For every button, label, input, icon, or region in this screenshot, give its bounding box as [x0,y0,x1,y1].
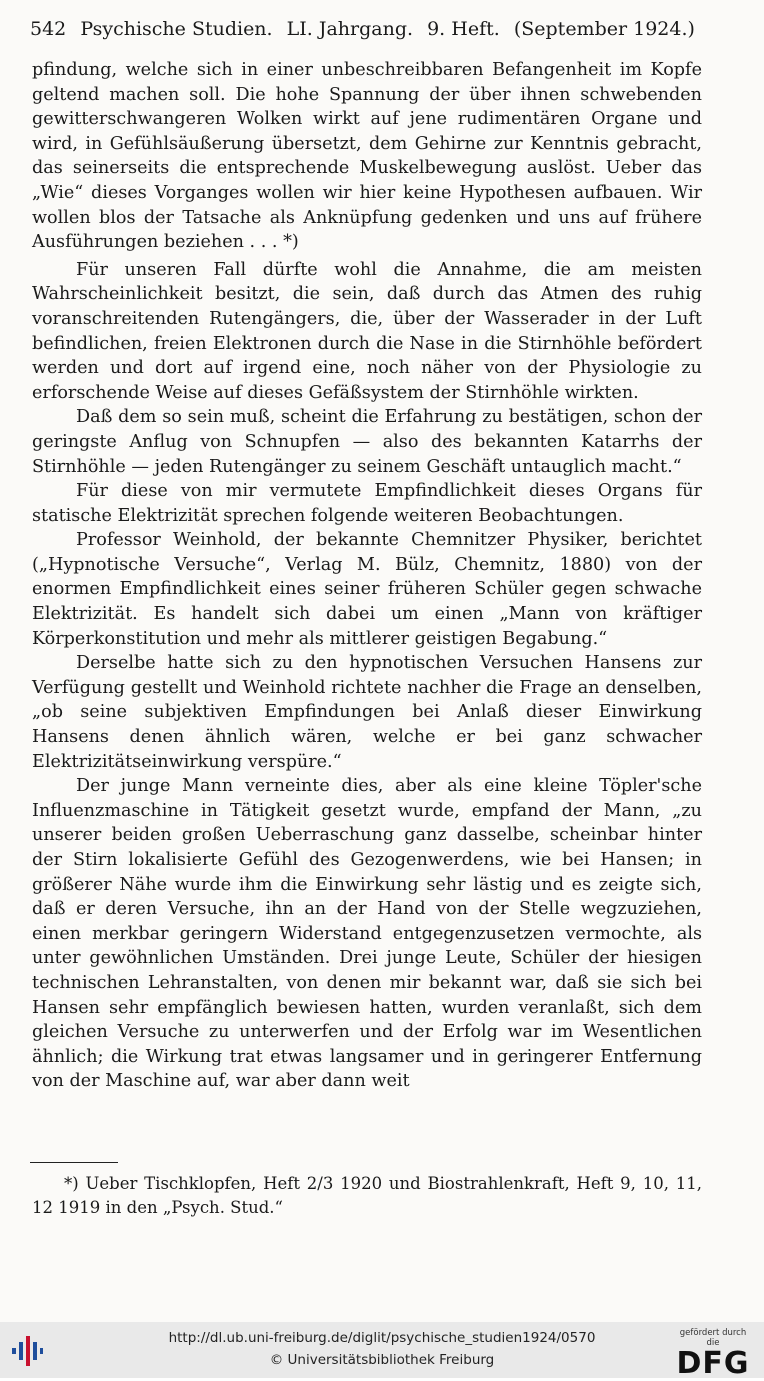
paragraph: Professor Weinhold, der bekannte Chemnitzer Physiker, berichtet („Hypnotische Versuche“, Verlag M. Bülz, Chemnitz, 1880) von der enormen Empfindlichkeit eines seiner früheren Schüler gegen schwache Elektrizität. Es handelt sich dabei um einen „Mann von kräftiger Körperkonstitution und mehr als mittlerer geistigen Begabung.“ [32,530,702,649]
footnote-divider [30,1162,118,1163]
paragraph: pfindung, welche sich in einer unbeschreibbaren Befangenheit im Kopfe geltend machen soll. Die hohe Spannung der über ihnen schwebenden gewitterschwangeren Wolken wirkt auf jene rudimentären Organe und wird, in Gefühlsäußerung übersetzt, dem Gehirne zur Kenntnis gebracht, das seinerseits die entsprechende Muskelbewegung auslöst. Ueber das „Wie“ dieses Vorganges wollen wir hier keine Hypothesen aufbauen. Wir wollen blos der Tatsache als Anknüpfung gedenken und uns auf frühere Ausführungen beziehen . . . *) [32,60,702,253]
copyright-notice: © Universitätsbibliothek Freiburg [269,1352,495,1368]
paragraph: Derselbe hatte sich zu den hypnotischen Versuchen Hansens zur Verfügung gestellt und Weinhold richtete nachher die Frage an denselben, „ob seine subjektiven Empfindungen bei Anlaß dieser Einwirkung Hansens denen ähnlich wären, welche er bei ganz schwacher Elektrizitätseinwirkung verspüre.“ [32,653,702,772]
issue-date: (September 1924.) [513,18,695,40]
paragraph: Für diese von mir vermutete Empfindlichkeit dieses Organs für statische Elektrizität sprechen folgende weiteren Beobachtungen. [32,481,702,526]
journal-title: Psychische Studien. [80,18,273,40]
dfg-sponsor [672,1328,754,1381]
paragraph: Für unseren Fall dürfte wohl die Annahme, die am meisten Wahrscheinlichkeit besitzt, die sein, daß durch das Atmen des ruhig voranschreitenden Rutengängers, die, über der Wasserader in der Luft befindlichen, freien Elektronen durch die Nase in die Stirnhöhle befördert werden und dort auf irgend eine, noch näher von der Physiologie zu erforschende Weise auf dieses Gefäßsystem der Stirnhöhle wirkten. [32,259,702,403]
running-header [30,18,740,40]
dfg-logo-icon: DFG [676,1346,750,1381]
viewer-footer [0,1322,764,1381]
issue-label: 9. Heft. [427,18,500,40]
paragraph: Daß dem so sein muß, scheint die Erfahrung zu bestätigen, schon der geringste Anflug von Schnupfen — also des bekannten Katarrhs der Stirnhöhle — jeden Rutengänger zu seinem Geschäft untauglich macht.“ [32,407,702,477]
sponsor-text: gefördert durch die [679,1328,747,1348]
body-text [32,58,702,1094]
volume-label: LI. Jahrgang. [286,18,414,40]
permalink-url[interactable]: http://dl.ub.uni-freiburg.de/diglit/psychische_studien1924/0570 [168,1330,596,1346]
page-number: 542 [30,18,67,40]
paragraph: Der junge Mann verneinte dies, aber als eine kleine Töpler'sche Influenzmaschine in Tätigkeit gesetzt wurde, empfand der Mann, „zu unserer beiden großen Ueberraschung ganz dasselbe, scheinbar hinter der Stirn lokalisierte Gefühl des Gezogenwerdens, wie bei Hansen; in größerer Nähe wurde ihm die Einwirkung sehr lästig und es zeigte sich, daß er deren Versuche, ihn an der Hand von der Stelle wegzuziehen, einen merkbar geringern Widerstand entgegenzusetzen vermochte, als unter gewöhnlichen Umständen. Drei junge Leute, Schüler der hiesigen technischen Lehranstalten, von denen mir bekannt war, daß sie sich bei Hansen sehr empfänglich bewiesen hatten, wurden veranlaßt, sich dem gleichen Versuche zu unterwerfen und der Erfolg war im Wesentlichen ähnlich; die Wirkung trat etwas langsamer und in geringerer Entfernung von der Maschine auf, war aber dann weit [32,776,702,1092]
footnote: *) Ueber Tischklopfen, Heft 2/3 1920 und Biostrahlenkraft, Heft 9, 10, 11, 12 1919 in den „Psych. Stud.“ [32,1174,702,1217]
